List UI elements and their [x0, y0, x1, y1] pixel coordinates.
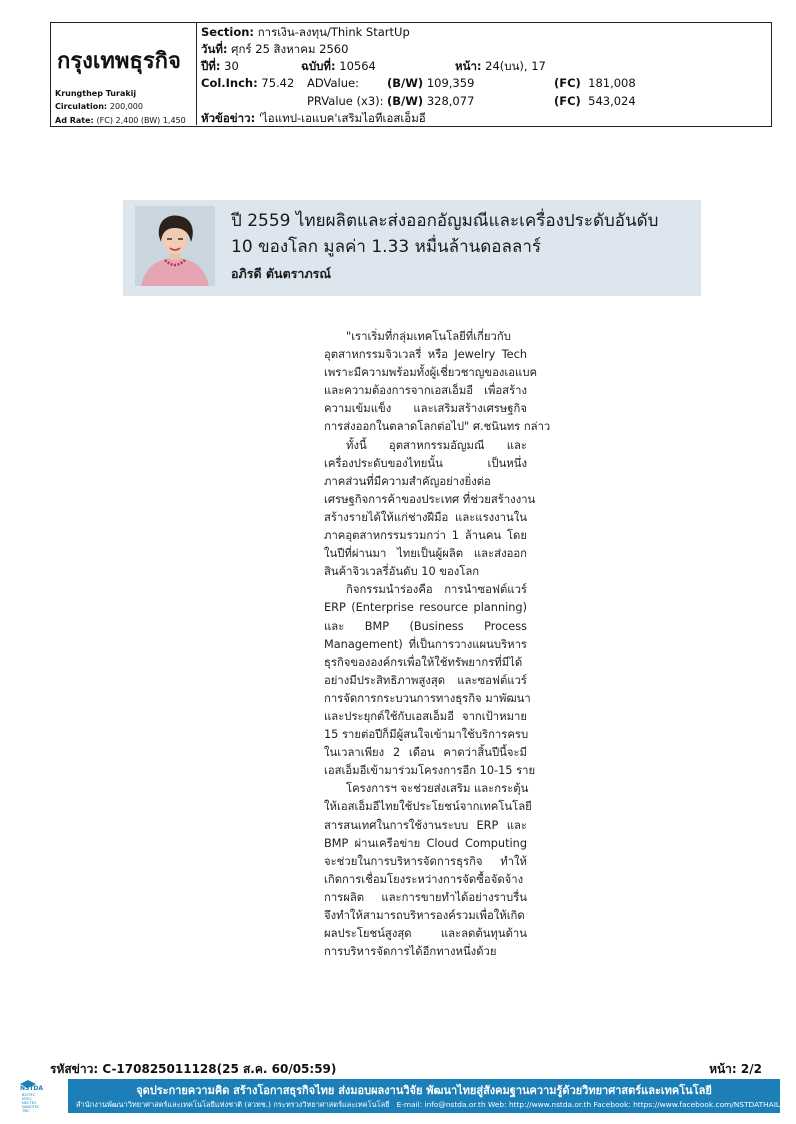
date-line: วันที่: ศุกร์ 25 สิงหาคม 2560: [201, 42, 349, 56]
clipping-header: [50, 22, 772, 127]
article-line: อุตสาหกรรมจิวเวลรี่ หรือ Jewelry Tech: [324, 348, 527, 362]
logo-sub: BIOTEC: [22, 1093, 36, 1097]
logo-sub: MTEC: [22, 1097, 33, 1101]
article-line: และประยุกต์ใช้กับเอสเอ็มอี จากเป้าหมาย: [324, 709, 527, 723]
advalue-label: ADValue:: [307, 76, 359, 90]
article-line: "เราเริ่มที่กลุ่มเทคโนโลยีที่เกี่ยวกับ: [346, 330, 511, 343]
footer-strip: [16, 1076, 796, 1115]
logo-sub: NECTEC: [22, 1101, 37, 1105]
article-line: ทั้งนี้ อุตสาหกรรมอัญมณี และ: [346, 438, 527, 452]
page-field: หน้า: 24(บน), 17: [455, 59, 546, 73]
article-line: Management) ที่เป็นการวางแผนบริหาร: [324, 637, 527, 651]
prvalue-bw: (B/W) 328,077: [387, 94, 475, 108]
article-line: ธุรกิจขององค์กรเพื่อให้ใช้ทรัพยากรที่มีได้: [324, 655, 523, 669]
article-line: การส่งออกในตลาดโลกต่อไป" ศ.ชนินทร กล่าว: [324, 420, 551, 434]
page-number: หน้า: 2/2: [709, 1062, 762, 1076]
article-line: โครงการฯ จะช่วยส่งเสริม และกระตุ้น: [346, 782, 529, 796]
article-line: ผลประโยชน์สูงสุด และลดต้นทุนด้าน: [324, 927, 527, 941]
publication-name-en: Krungthep Turakij: [55, 89, 137, 98]
article-line: การผลิต และการขายทำได้อย่างราบรื่น: [324, 890, 527, 904]
article-line: สร้างรายได้ให้แก่ช่างฝีมือ และแรงงานใน: [324, 510, 527, 524]
article-line: ในปีที่ผ่านมา ไทยเป็นผู้ผลิต และส่งออก: [324, 547, 527, 561]
issue-field: ฉบับที่: 10564: [301, 59, 376, 73]
article-line: จะช่วยในการบริหารจัดการธุรกิจ ทำให้: [324, 854, 527, 868]
article-line: สินค้าจิวเวลรี่อันดับ 10 ของโลก: [324, 565, 480, 579]
author-name: อภิรดี ตันตราภรณ์: [231, 266, 331, 281]
headline-line: 10 ของโลก มูลค่า 1.33 หมื่นล้านดอลลาร์: [231, 237, 541, 257]
article-line: ภาคอุตสาหกรรมรวมกว่า 1 ล้านคน โดย: [324, 529, 527, 543]
circulation: Circulation: 200,000: [55, 102, 143, 111]
prvalue-label: PRValue (x3):: [307, 94, 384, 108]
article-line: การจัดการกระบวนการทางธุรกิจ มาพัฒนา: [324, 691, 531, 705]
publication-logo: กรุงเทพธุรกิจ: [57, 49, 181, 74]
article-line: และ BMP (Business Process: [324, 619, 527, 633]
nstda-logo: [16, 1076, 66, 1115]
article-line: เกิดการเชื่อมโยงระหว่างการจัดซื้อจัดจ้าง: [324, 872, 524, 886]
article-line: เอสเอ็มอีเข้ามาร่วมโครงการอีก 10-15 ราย: [324, 764, 536, 778]
article-line: ERP (Enterprise resource planning): [324, 601, 527, 615]
section-line: Section: การเงิน-ลงทุน/Think StartUp: [201, 25, 410, 39]
article-line: เพราะมีความพร้อมทั้งผู้เชี่ยวชาญของเอแบค: [324, 366, 538, 380]
colinch-field: Col.Inch: 75.42: [201, 76, 295, 90]
article-line: เศรษฐกิจการค้าของประเทศ ที่ช่วยสร้างงาน: [324, 492, 536, 506]
footer-bar: [16, 1060, 772, 1076]
footer-banner: [68, 1079, 796, 1113]
article-line: และความต้องการจากเอสเอ็มอี เพื่อสร้าง: [324, 384, 527, 398]
headline-field: หัวข้อข่าว: 'ไอแทป-เอแบค'เสริมไอทีเอสเอ็มอี: [201, 111, 426, 125]
ad-rate: Ad Rate: (FC) 2,400 (BW) 1,450: [55, 116, 186, 125]
headline-line: ปี 2559 ไทยผลิตและส่งออกอัญมณีและเครื่องประดับอันดับ: [231, 211, 659, 231]
article-line: กิจกรรมนำร่องคือ การนำซอฟต์แวร์: [346, 583, 527, 597]
article-line: ความเข้มแข็ง และเสริมสร้างเศรษฐกิจ: [324, 402, 527, 416]
article-line: BMP ผ่านเครือข่าย Cloud Computing: [324, 836, 527, 850]
year-field: ปีที่: 30: [201, 59, 239, 73]
article-column: [324, 328, 551, 961]
advalue-fc: (FC) 181,008: [554, 76, 636, 90]
article-line: อย่างมีประสิทธิภาพสูงสุด และซอฟต์แวร์: [324, 673, 527, 687]
article-line: การบริหารจัดการได้อีกทางหนึ่งด้วย: [324, 945, 497, 959]
advalue-bw: (B/W) 109,359: [387, 76, 475, 90]
banner-headline: [231, 208, 691, 260]
article-line: จึงทำให้สามารถบริหารองค์รวมเพื่อให้เกิด: [324, 909, 525, 922]
article-line: ภาคส่วนที่มีความสำคัญอย่างยิ่งต่อ: [324, 474, 491, 488]
article-line: เครื่องประดับของไทยนั้น เป็นหนึ่ง: [324, 456, 527, 470]
article-banner: [123, 200, 701, 296]
logo-sub: NANOTEC: [22, 1105, 40, 1109]
publication-box: [51, 23, 197, 125]
article-line: สารสนเทศในการใช้งานระบบ ERP และ: [324, 818, 527, 832]
article-line: ในเวลาเพียง 2 เดือน คาดว่าสิ้นปีนี้จะมี: [324, 746, 527, 760]
article-line: ให้เอสเอ็มอีไทยใช้ประโยชน์จากเทคโนโลยี: [324, 800, 532, 814]
news-id: รหัสข่าว: C-170825011128(25 ส.ค. 60/05:59): [50, 1062, 337, 1076]
footer-office: สำนักงานพัฒนาวิทยาศาสตร์และเทคโนโลยีแห่งชาติ (สวทช.) กระทรวงวิทยาศาสตร์และเทคโนโลยี E-mail: info@nstda.or.th Web: http://www.nstda.or.th Facebook: https://www.facebook.com/NSTDATHAILAND: [76, 1100, 796, 1109]
prvalue-fc: (FC) 543,024: [554, 94, 636, 108]
author-photo: [135, 206, 215, 286]
article-line: 15 รายต่อปีก็มีผู้สนใจเข้ามาใช้บริการครบ: [324, 728, 529, 742]
logo-sub: TMC: [22, 1109, 30, 1113]
logo-text: NSTDA: [20, 1085, 44, 1092]
footer-slogan: จุดประกายความคิด สร้างโอกาสธุรกิจไทย ส่งมอบผลงานวิจัย พัฒนาไทยสู่สังคมฐานความรู้ด้วยวิทยาศาสตร์และเทคโนโลยี: [136, 1084, 712, 1097]
